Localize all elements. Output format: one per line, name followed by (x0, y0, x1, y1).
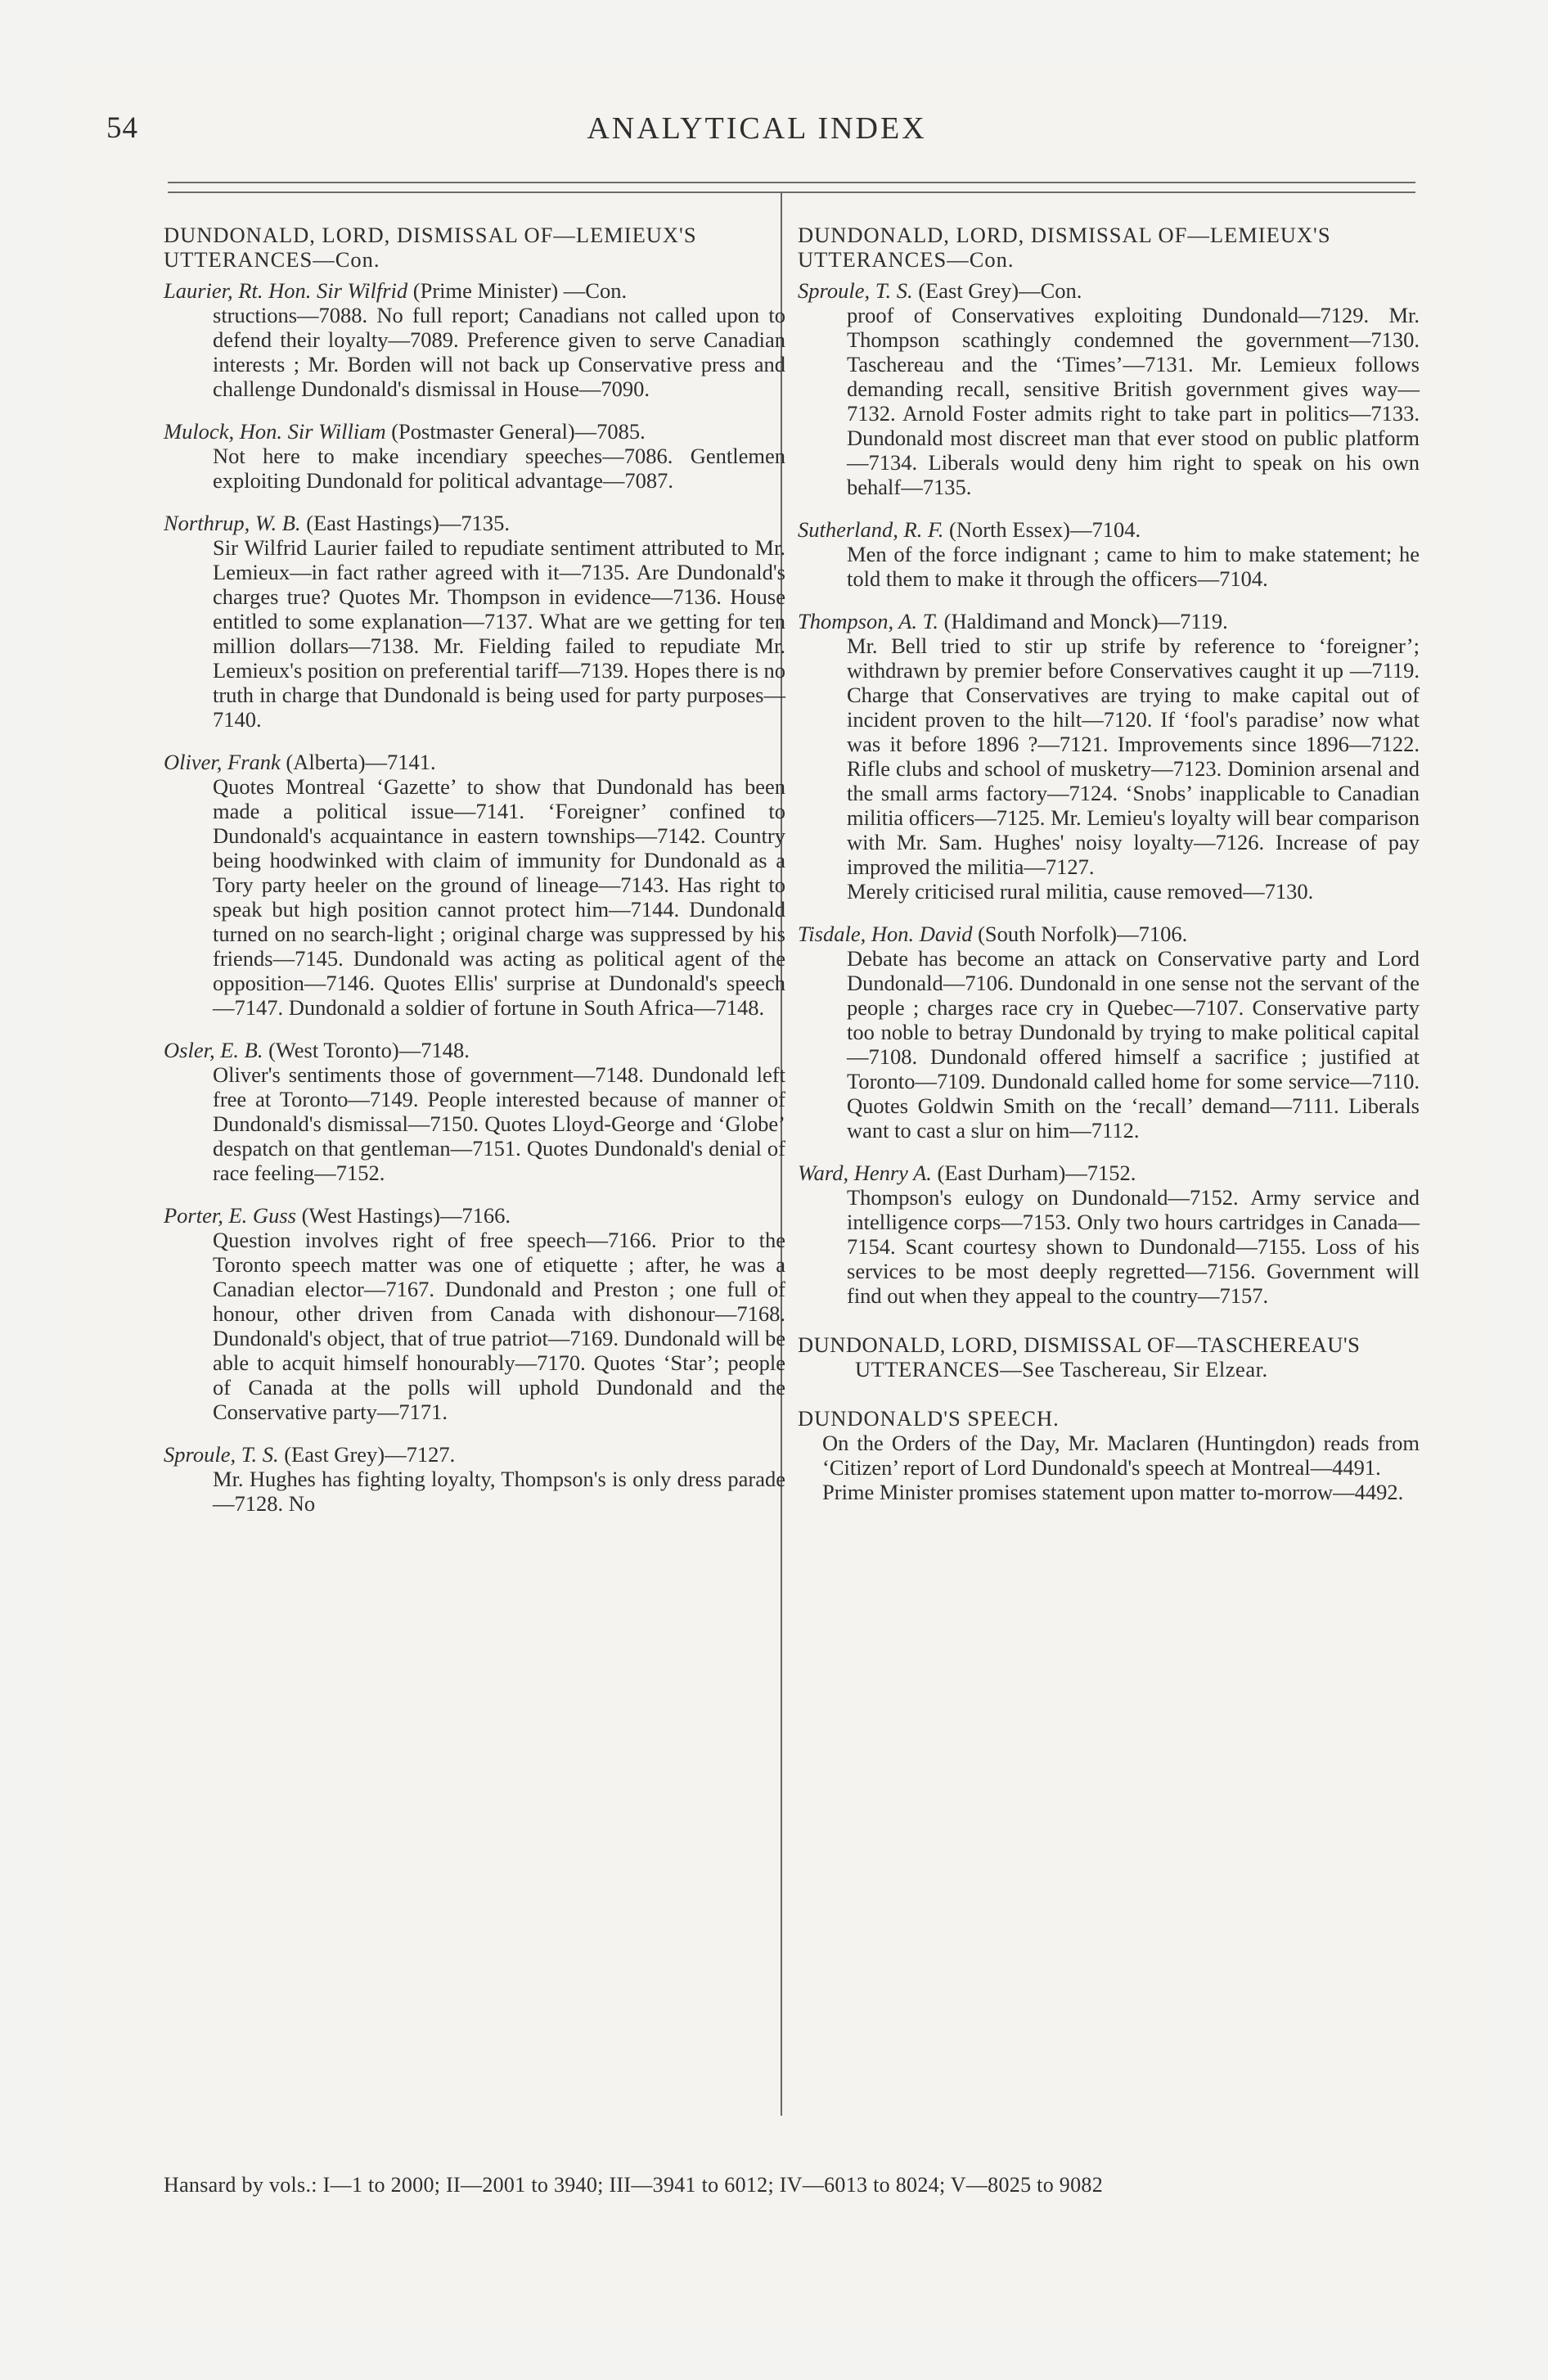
index-entry (164, 278, 785, 401)
entry-text: On the Orders of the Day, Mr. Maclaren (Huntingdon) reads from ‘Citizen’ report of Lord Dundonald's speech at Montreal—4491. (822, 1431, 1420, 1480)
page-header (106, 110, 1407, 160)
index-entry (164, 1442, 785, 1516)
speaker-name: Sutherland, R. F. (798, 517, 944, 542)
speaker-riding: (East Durham)—7152. (937, 1161, 1136, 1185)
speaker-line (164, 1203, 785, 1228)
entry-text: Thompson's eulogy on Dundonald—7152. Army service and intelligence corps—7153. Only two hours cartridges in Canada—7154. Scant courtesy shown to Dundonald—7155. Loss of his services to be most deeply regretted—7156. Government will find out when they appeal to the country—7157. (847, 1185, 1420, 1308)
speaker-name: Osler, E. B. (164, 1038, 263, 1062)
speaker-riding: (Haldimand and Monck)—7119. (943, 609, 1228, 633)
entry-text: Mr. Hughes has fighting loyalty, Thompson's is only dress parade—7128. No (213, 1467, 785, 1516)
entry-text: Quotes Montreal ‘Gazette’ to show that Dundonald has been made a political issue—7141. ‘Foreigner’ confined to Dundonald's acquaintance in eastern townships—7142. Country being hoodwinked with claim of immunity for Dundonald as a Tory party heeler on the ground of lineage—7143. Has right to speak but high position cannot protect him—7144. Dundonald turned on no search-light ; original charge was suppressed by his friends—7145. Dundonald was acting as political agent of the opposition—7146. Quotes Ellis' surprise at Dundonald's speech—7147. Dundonald a soldier of fortune in South Africa—7148. (213, 774, 785, 1020)
section-heading: DUNDONALD'S SPEECH. (798, 1406, 1060, 1431)
speaker-name: Porter, E. Guss (164, 1203, 296, 1228)
index-entry (798, 517, 1420, 591)
speaker-riding: (Alberta)—7141. (286, 750, 436, 774)
entry-text: Oliver's sentiments those of government—7148. Dundonald left free at Toronto—7149. People interested because of manner of Dundonald's dismissal—7150. Quotes Lloyd-George and ‘Globe’ despatch on that gentleman—7151. Quotes Dundonald's denial of race feeling—7152. (213, 1062, 785, 1185)
index-entry (798, 1332, 1420, 1382)
section-heading: DUNDONALD, LORD, DISMISSAL OF—LEMIEUX'S UTTERANCES—Con. (798, 223, 1331, 272)
left-column (164, 223, 785, 1516)
right-column (798, 223, 1420, 1504)
speaker-riding: (Postmaster General)—7085. (391, 419, 646, 444)
speaker-line (798, 922, 1420, 946)
speaker-line (164, 511, 785, 535)
entry-text: Not here to make incendiary speeches—7086. Gentlemen exploiting Dundonald for political advantage—7087. (213, 444, 785, 493)
index-entry (798, 609, 1420, 904)
entry-text: Sir Wilfrid Laurier failed to repudiate sentiment attributed to Mr. Lemieux—in fact rather agreed with it—7135. Are Dundonald's charges true? Quotes Mr. Thompson in evidence—7136. House entitled to some explanation—7137. What are we getting for ten million dollars—7138. Mr. Fielding failed to repudiate Mr. Lemieux's position on preferential tariff—7139. Hopes there is no truth in charge that Dundonald is being used for party purposes—7140. (213, 535, 785, 732)
speaker-name: Northrup, W. B. (164, 511, 301, 535)
speaker-riding: (East Hastings)—7135. (306, 511, 511, 535)
index-entry (798, 278, 1420, 499)
speaker-name: Sproule, T. S. (164, 1442, 279, 1467)
section-heading: DUNDONALD, LORD, DISMISSAL OF—TASCHEREAU'S UTTERANCES—See Taschereau, Sir Elzear. (798, 1332, 1361, 1382)
speaker-name: Ward, Henry A. (798, 1161, 932, 1185)
index-entry (798, 1161, 1420, 1308)
speaker-name: Oliver, Frank (164, 750, 281, 774)
page-number: 54 (106, 111, 138, 145)
running-head: ANALYTICAL INDEX (587, 111, 927, 146)
speaker-riding: (Prime Minister) —Con. (412, 278, 628, 303)
index-entry (164, 1038, 785, 1185)
speaker-name: Mulock, Hon. Sir William (164, 419, 386, 444)
speaker-line (164, 419, 785, 444)
index-entry (798, 922, 1420, 1143)
speaker-riding: (East Grey)—Con. (918, 278, 1082, 303)
index-entry (164, 1203, 785, 1424)
speaker-line (164, 1442, 785, 1467)
entry-text: Mr. Bell tried to stir up strife by reference to ‘foreigner’; withdrawn by premier before Conservatives caught it up —7119. Charge that Conservatives are trying to make capital out of incident proven to the hilt—7120. If ‘fool's paradise’ now what was it before 1896 ?—7121. Improvements since 1896—7122. Rifle clubs and school of musketry—7123. Dominion arsenal and the small arms factory—7124. ‘Snobs’ inapplicable to Canadian militia officers—7125. Mr. Lemieu's loyalty will bear comparison with Mr. Sam. Hughes' noisy loyalty—7126. Increase of pay improved the militia—7127. (847, 633, 1420, 879)
speaker-line (164, 1038, 785, 1062)
speaker-riding: (West Hastings)—7166. (301, 1203, 511, 1228)
entry-text: Prime Minister promises statement upon matter to-morrow—4492. (822, 1480, 1404, 1504)
entry-text: structions—7088. No full report; Canadians not called upon to defend their loyalty—7089. Preference given to serve Canadian interests ; Mr. Borden will not back up Conservative press and challenge Dundonald's dismissal in House—7090. (213, 303, 785, 401)
speaker-line (798, 278, 1420, 303)
speaker-name: Laurier, Rt. Hon. Sir Wilfrid (164, 278, 408, 303)
speaker-name: Thompson, A. T. (798, 609, 939, 633)
index-entry (164, 419, 785, 493)
header-rule-top (168, 182, 1415, 183)
header-rule-bottom (168, 192, 1415, 193)
index-entry (164, 750, 785, 1020)
entry-text: Merely criticised rural militia, cause removed—7130. (847, 879, 1314, 904)
speaker-line (164, 278, 785, 303)
speaker-name: Sproule, T. S. (798, 278, 913, 303)
entry-text: Debate has become an attack on Conservative party and Lord Dundonald—7106. Dundonald in one sense not the servant of the people ; charges race cry in Quebec—7107. Conservative party too noble to betray Dundonald by trying to make political capital—7108. Dundonald offered himself a sacrifice ; justified at Toronto—7109. Dundonald called home for some service—7110. Quotes Goldwin Smith on the ‘recall’ demand—7111. Liberals want to cast a slur on him—7112. (847, 946, 1420, 1143)
speaker-riding: (West Toronto)—7148. (268, 1038, 470, 1062)
index-entry (164, 511, 785, 732)
entry-text: proof of Conservatives exploiting Dundonald—7129. Mr. Thompson scathingly condemned the government—7130. Taschereau and the ‘Times’—7131. Mr. Lemieux follows demanding recall, sensitive British government gives way—7132. Arnold Foster admits right to take part in politics—7133. Dundonald most discreet man that ever stood on public platform—7134. Liberals would deny him right to speak on his own behalf—7135. (847, 303, 1420, 499)
speaker-riding: (North Essex)—7104. (949, 517, 1141, 542)
speaker-line (798, 517, 1420, 542)
footer-volume-key: Hansard by vols.: I—1 to 2000; II—2001 to 3940; III—3941 to 6012; IV—6013 to 8024; V—8025 to 9082 (164, 2173, 1104, 2197)
speaker-riding: (South Norfolk)—7106. (978, 922, 1188, 946)
entry-text: Question involves right of free speech—7166. Prior to the Toronto speech matter was one of etiquette ; after, he was a Canadian elector—7167. Dundonald and Preston ; one full of honour, other driven from Canada with dishonour—7168. Dundonald's object, that of true patriot—7169. Dundonald will be able to acquit himself honourably—7170. Quotes ‘Star’; people of Canada at the polls will uphold Dundonald and the Conservative party—7171. (213, 1228, 785, 1424)
index-entry (798, 1406, 1420, 1504)
speaker-line (798, 609, 1420, 633)
entry-text: Men of the force indignant ; came to him to make statement; he told them to make it through the officers—7104. (847, 542, 1420, 591)
speaker-line (164, 750, 785, 774)
section-heading: DUNDONALD, LORD, DISMISSAL OF—LEMIEUX'S UTTERANCES—Con. (164, 223, 697, 272)
speaker-name: Tisdale, Hon. David (798, 922, 973, 946)
speaker-line (798, 1161, 1420, 1185)
speaker-riding: (East Grey)—7127. (284, 1442, 456, 1467)
